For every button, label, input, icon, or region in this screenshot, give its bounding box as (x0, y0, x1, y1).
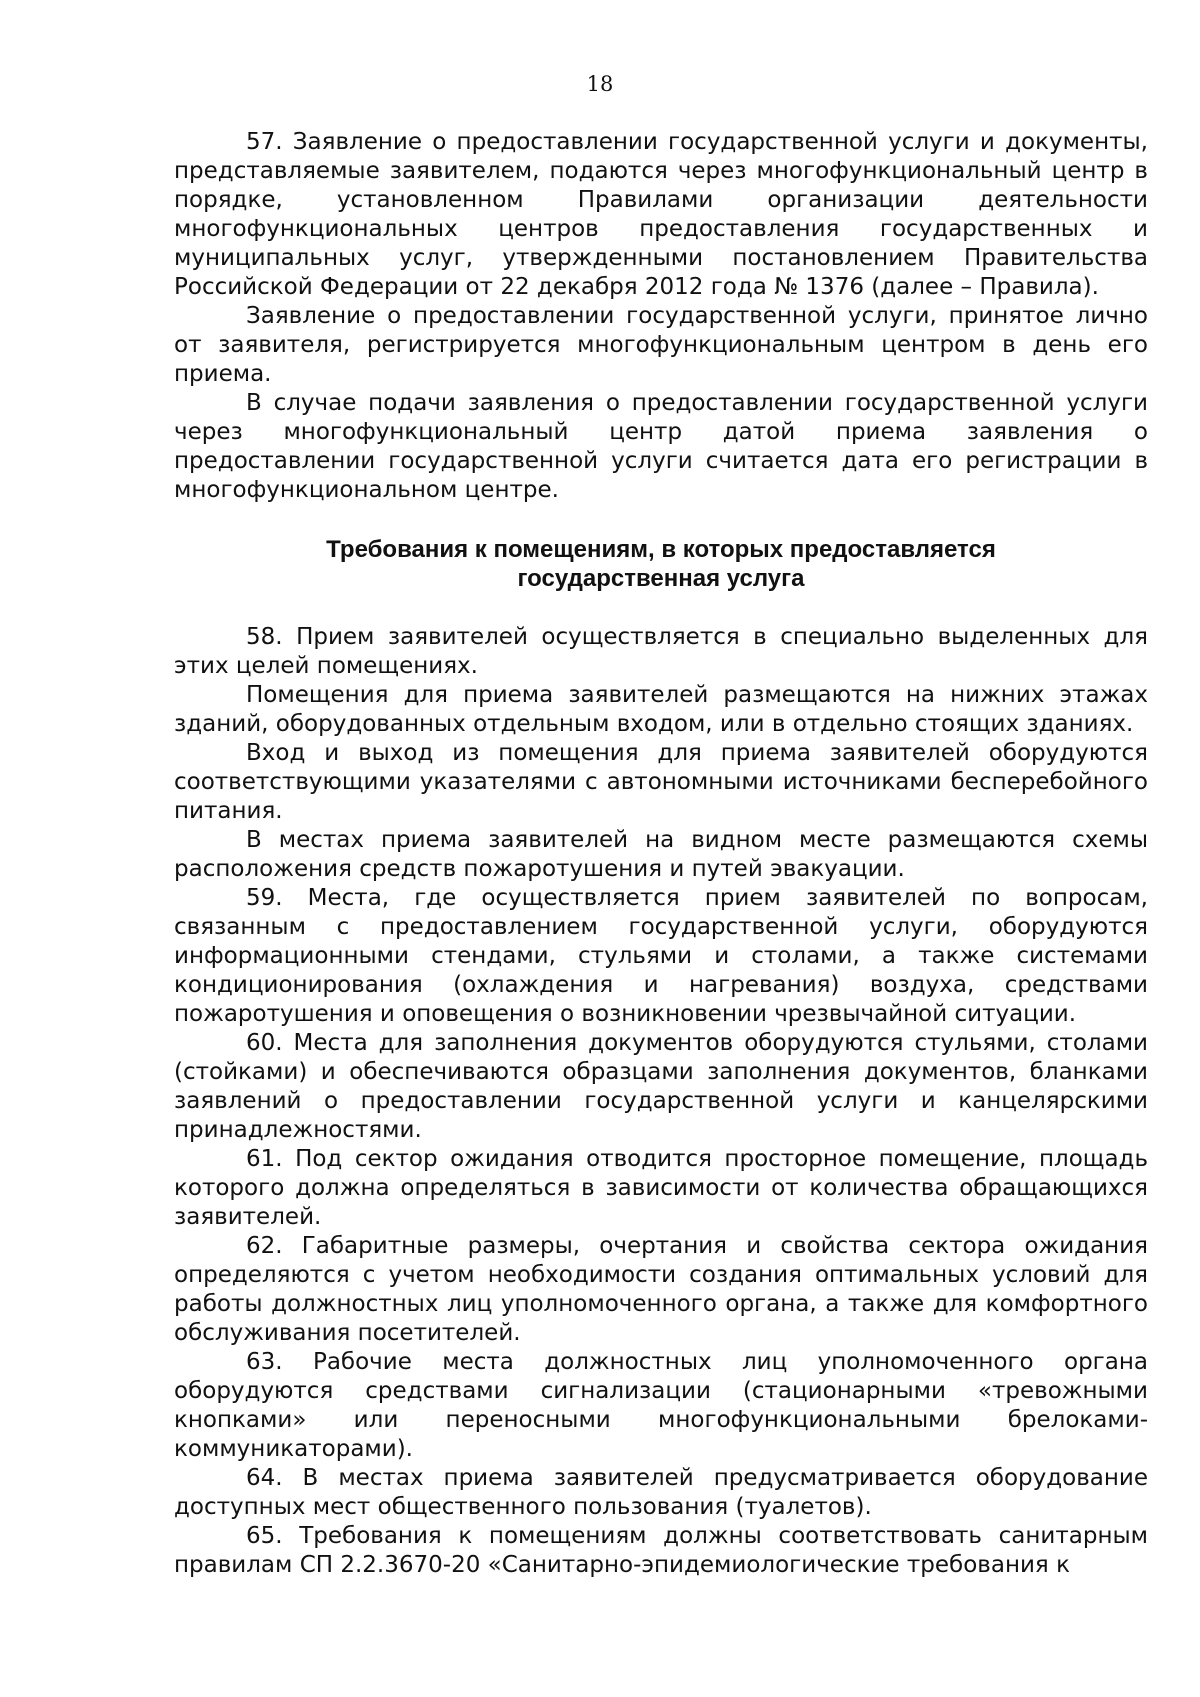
paragraph-62: 62. Габаритные размеры, очертания и свойства сектора ожидания определяются с учетом необходимости создания оптимальных условий для работы должностных лиц уполномоченного органа, а также для комфортного обслуживания посетителей. (174, 1233, 1148, 1346)
paragraph-65: 65. Требования к помещениям должны соответствовать санитарным правилам СП 2.2.3670-20 «Санитарно-эпидемиологические требования к (174, 1523, 1148, 1578)
paragraph-58: 58. Прием заявителей осуществляется в специально выделенных для этих целей помещениях. (174, 624, 1148, 679)
paragraph-entrance-signs: Вход и выход из помещения для приема заявителей оборудуются соответствующими указателями с автономными источниками бесперебойного питания. (174, 740, 1148, 824)
paragraph-57: 57. Заявление о предоставлении государственной услуги и документы, представляемые заявителем, подаются через многофункциональный центр в порядке, установленном Правилами организации деятельности многофункциональных центров предоставления государственных и муниципальных услуг, утвержденными постановлением Правительства Российской Федерации от 22 декабря 2012 года № 1376 (далее – Правила). (174, 129, 1148, 300)
page-number: 18 (586, 72, 614, 96)
section-heading-line-1: Требования к помещениям, в которых предоставляется (326, 536, 996, 563)
paragraph-60: 60. Места для заполнения документов оборудуются стульями, столами (стойками) и обеспечиваются образцами заполнения документов, бланками заявлений о предоставлении государственной услуги и канцелярскими принадлежностями. (174, 1030, 1148, 1143)
section-heading-line-2: государственная услуга (517, 565, 805, 592)
paragraph-64: 64. В местах приема заявителей предусматривается оборудование доступных мест общественного пользования (туалетов). (174, 1465, 1148, 1520)
paragraph-evacuation-schemes: В местах приема заявителей на видном месте размещаются схемы расположения средств пожаротушения и путей эвакуации. (174, 827, 1148, 882)
paragraph-personal-submission: Заявление о предоставлении государственной услуги, принятое лично от заявителя, регистрируется многофункциональным центром в день его приема. (174, 303, 1148, 387)
paragraph-61: 61. Под сектор ожидания отводится просторное помещение, площадь которого должна определяться в зависимости от количества обращающихся заявителей. (174, 1146, 1148, 1230)
paragraph-59: 59. Места, где осуществляется прием заявителей по вопросам, связанным с предоставлением государственной услуги, оборудуются информационными стендами, стульями и столами, а также системами кондиционирования (охлаждения и нагревания) воздуха, средствами пожаротушения и оповещения о возникновении чрезвычайной ситуации. (174, 885, 1148, 1027)
section-heading (174, 535, 1148, 593)
document-body (174, 128, 1148, 1580)
paragraph-63: 63. Рабочие места должностных лиц уполномоченного органа оборудуются средствами сигнализации (стационарными «тревожными кнопками» или переносными многофункциональными брелоками-коммуникаторами). (174, 1349, 1148, 1462)
paragraph-premises-location: Помещения для приема заявителей размещаются на нижних этажах зданий, оборудованных отдельным входом, или в отдельно стоящих зданиях. (174, 682, 1148, 737)
paragraph-mfc-submission-date: В случае подачи заявления о предоставлении государственной услуги через многофункциональный центр датой приема заявления о предоставлении государственной услуги считается дата его регистрации в многофункциональном центре. (174, 390, 1148, 503)
